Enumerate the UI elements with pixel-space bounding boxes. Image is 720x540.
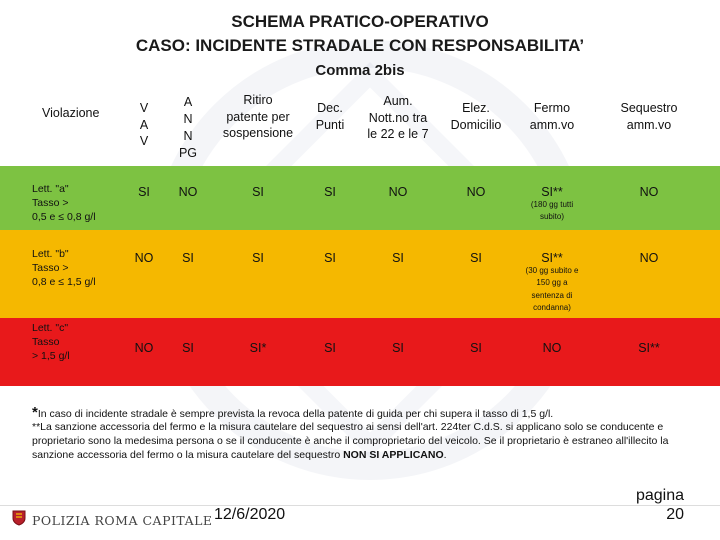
header-vav: V A V	[139, 100, 149, 149]
cell-ritiro: SI*	[249, 341, 267, 355]
cell-vav: SI	[138, 185, 150, 199]
cell-aum-notturno: SI	[392, 341, 404, 355]
cell-ritiro: SI	[252, 251, 264, 265]
header-aum-notturno: Aum. Nott.no tra le 22 e le 7	[367, 93, 429, 142]
footer-date: 12/6/2020	[214, 506, 286, 523]
cell-fermo-note: (180 gg tutti subito)	[530, 200, 574, 222]
footnote-end: .	[443, 449, 447, 462]
crest-icon	[12, 510, 26, 531]
row-label: Lett. "b" Tasso > 0,8 e ≤ 1,5 g/l	[32, 248, 96, 289]
cell-fermo: SI**	[541, 251, 563, 265]
header-violazione: Violazione	[42, 105, 100, 120]
logo-text: POLIZIA ROMA CAPITALE	[32, 513, 213, 528]
header-fermo: Fermo amm.vo	[529, 101, 575, 132]
cell-ann-pg: NO	[178, 185, 198, 199]
page-number: 20	[666, 506, 684, 524]
cell-elez-domicilio: NO	[466, 185, 486, 199]
cell-elez-domicilio: SI	[470, 341, 482, 355]
cell-sequestro: NO	[639, 251, 659, 265]
cell-ann-pg: SI	[182, 341, 194, 355]
cell-ritiro: SI	[252, 185, 264, 199]
cell-vav: NO	[134, 341, 154, 355]
cell-dec-punti: SI	[324, 341, 336, 355]
page-title: SCHEMA PRATICO-OPERATIVO	[231, 12, 489, 31]
cell-fermo: SI**	[541, 185, 563, 199]
page-subtitle-comma: Comma 2bis	[315, 62, 405, 79]
cell-dec-punti: SI	[324, 185, 336, 199]
cell-aum-notturno: NO	[388, 185, 408, 199]
cell-vav: NO	[134, 251, 154, 265]
cell-sequestro: SI**	[638, 341, 660, 355]
footnote-star: *	[32, 404, 38, 421]
header-sequestro: Sequestro amm.vo	[620, 101, 678, 132]
header-elez-domicilio: Elez. Domicilio	[450, 101, 502, 132]
footnote-revoca-text: In caso di incidente stradale è sempre prevista la revoca della patente di guida per chi supera il tasso di 1,5 g/l.	[37, 408, 554, 420]
footer-divider	[0, 505, 720, 506]
cell-ann-pg: SI	[182, 251, 194, 265]
page-subtitle: CASO: INCIDENTE STRADALE CON RESPONSABILITA’	[135, 36, 585, 55]
cell-fermo-note: (30 gg subito e 150 gg a sentenza di condanna)	[525, 266, 579, 313]
cell-dec-punti: SI	[324, 251, 336, 265]
cell-fermo: NO	[542, 341, 562, 355]
footnote-fermo-sequestro	[32, 420, 692, 463]
header-ritiro-patente: Ritiro patente per sospensione	[222, 92, 294, 141]
cell-aum-notturno: SI	[392, 251, 404, 265]
row-label: Lett. "a" Tasso > 0,5 e ≤ 0,8 g/l	[32, 183, 96, 224]
row-label: Lett. "c" Tasso > 1,5 g/l	[32, 322, 70, 363]
footnote-text: **La sanzione accessoria del fermo e la misura cautelare del sequestro ai sensi dell'art. 224ter C.d.S. si applicano solo se conducente e proprietario sono la medesima persona o se il conducente è anche il comproprietario del veicolo. Se il proprietario è estraneo all'illecito la sanzione accessoria del fermo o la misura cautelare del sequestro	[32, 421, 669, 462]
cell-sequestro: NO	[639, 185, 659, 199]
header-ann-pg: A N N PG	[178, 95, 198, 160]
row-lett-a	[0, 166, 720, 230]
footnote-bold: NON SI APPLICANO	[343, 449, 444, 462]
row-lett-b	[0, 230, 720, 318]
row-lett-c	[0, 318, 720, 386]
page-number-block	[622, 486, 684, 524]
page-label: pagina	[635, 487, 684, 504]
footer-logo	[12, 510, 213, 531]
header-dec-punti: Dec. Punti	[315, 101, 345, 132]
cell-elez-domicilio: SI	[470, 251, 482, 265]
